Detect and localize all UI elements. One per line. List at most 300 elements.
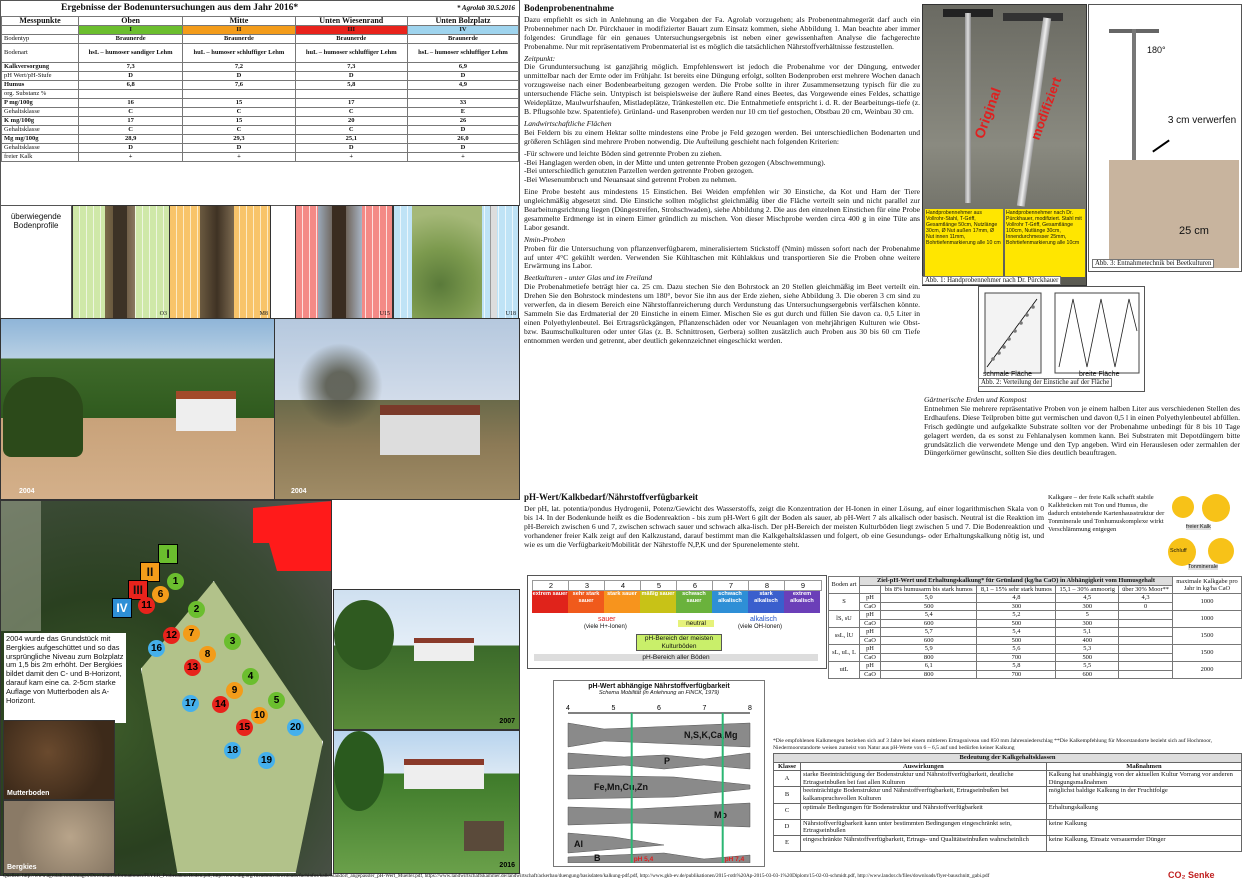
row-value: D [79, 144, 183, 153]
hum-col: bis 8% humusarm bis stark humos [881, 585, 977, 594]
marker-point-1: 1 [167, 573, 184, 590]
marker-point-12: 12 [163, 627, 180, 644]
naehr-diagram [553, 680, 765, 867]
kalk-value: 300 [1056, 619, 1119, 628]
footer-logo: CO₂ Senke [1168, 870, 1215, 880]
naehr-tick: 5 [611, 705, 616, 712]
kalk-unit: CaO [860, 636, 881, 645]
klassen-cell-k: E [774, 835, 801, 851]
row-value: 6,9 [407, 63, 518, 72]
label-modifiziert: modifiziert [1027, 75, 1065, 142]
klassen-h-mass: Maßnahmen [1046, 762, 1241, 771]
kalk-value [1119, 645, 1173, 654]
soil-row [2, 153, 519, 162]
ph-alle: pH-Bereich aller Böden [534, 654, 818, 661]
kalk-value: 300 [1056, 602, 1119, 611]
profile-tag: O3 [159, 311, 167, 317]
roman-II: II [183, 26, 295, 35]
row-value: Braunerde [79, 35, 183, 44]
kalk-value: 5,4 [881, 611, 977, 620]
ph-scale-cell: extrem alkalisch [784, 591, 820, 613]
row-value: 4,9 [407, 81, 518, 90]
kalk-row [829, 611, 1242, 620]
profile-tag: U15 [379, 311, 390, 317]
kalk-value: 800 [881, 670, 977, 679]
kalk-value: 5,4 [977, 628, 1056, 637]
row-label: freier Kalk [2, 153, 79, 162]
nmin-text: Proben für die Untersuchung von pflanzenverfügbarem, mineralisiertem Stickstoff (Nmin) müssen sofort nach der Probenahme auf unter 4°C gekühlt werden. Verwenden Sie Kühltaschen mit Kühlakkus und transportieren Sie die Proben ohne weitere Erwärmung ins Labor. [524, 243, 920, 271]
kalk-art: sL, uL, L [829, 645, 860, 662]
marker-roman-I: I [158, 544, 178, 564]
kalk-value: 0 [1119, 602, 1173, 611]
row-value: + [79, 153, 183, 162]
col-mitte: Mitte [183, 17, 295, 26]
kalk-value: 5,0 [881, 594, 977, 603]
row-value: C [183, 108, 295, 117]
klassen-row [774, 771, 1242, 787]
kalk-value: 500 [881, 602, 977, 611]
abb1-figure [922, 4, 1087, 286]
row-value: 15 [183, 117, 295, 126]
row-label: org. Substanz % [2, 90, 79, 99]
row-value: hsL – humoser schluffiger Lehm [407, 44, 518, 63]
row-value: E [407, 108, 518, 117]
roman-IV: IV [407, 26, 518, 35]
einstiche-text: Eine Probe besteht aus mindestens 15 Einstichen. Bei Weiden empfehlen wir 30 Einstiche, da Kot und Harn der Tiere ungleichmäßig abgesetzt sind. Die Einstiche sollten möglichst gleichmäßig über die Fläche verteilt sein und nicht parallel zur Bearbeitungsrichtung liegen (Düngestreifen, Strohschwaden), siehe Abbildung 2. Die aus den einzelnen Einstichen für eine Probe gesammelte Erdmenge ist in einem Eimer gründlich zu mischen. Von dieser Mischprobe werden circa 400 g in eine Tüte ans Labor gesandt. [524, 187, 920, 232]
ph-scale-number: 5 [640, 580, 678, 591]
ph-scale-cell: stark sauer [604, 591, 640, 613]
row-value: 25,1 [295, 135, 407, 144]
row-label: Mg mg/100g [2, 135, 79, 144]
marker-roman-III: III [128, 580, 148, 600]
soil-table-source: * Agrolab 30.5.2016 [456, 4, 515, 12]
klassen-cell-m: Kalkung hat unabhängig von der aktuellen Kultur Vorrang vor anderen Düngungsmaßnahmen [1046, 771, 1241, 787]
naehr-band-label: Mo [714, 810, 727, 820]
kalk-value: 5,8 [977, 662, 1056, 671]
row-value: D [407, 126, 518, 135]
kalk-max: 1500 [1173, 645, 1242, 662]
row-value: 16 [79, 99, 183, 108]
row-value: 29,3 [183, 135, 295, 144]
soil-results-panel [0, 0, 520, 206]
row-value: Braunerde [407, 35, 518, 44]
abb2-caption: Abb. 2: Verteilung der Einstiche auf der Fläche [978, 378, 1112, 387]
kalk-unit: pH [860, 662, 881, 671]
footer-sources: Quellen: http://www.agrolab.com/images/Download/Informationen/FLYER_ProbenahmeBoden.pdf, http://www.dlg.org/fileadmin/downloads/fachinfos/kalk/Standort_angepasster_pH-Wert_Mueller.pdf, https://www.landwirtschaftskammer.de/landwirtschaft/ackerbau/duengung/basisdaten/kalkung-pdf.pdf, http://www.gkb-ev.de/publikationen/2015-roth%20Ap-2015-03-03-1%20Diplom/15-02-03-schmidt.pdf, http://www.landor.ch/files/downloads/flyer-bauschnitt_gabi.pdf [3, 873, 990, 879]
photo-year: 2004 [19, 488, 35, 495]
abb3-caption: Abb. 3: Entnahmetechnik bei Beetkulturen [1092, 259, 1214, 268]
garten-section [924, 396, 1240, 458]
bullet-item: -Für schwere und leichte Böden sind getrennte Proben zu ziehen. [524, 148, 722, 158]
soil-row [2, 35, 519, 44]
marker-point-9: 9 [226, 682, 243, 699]
row-label: Gehaltsklasse [2, 144, 79, 153]
kalk-row [829, 645, 1242, 654]
ph-sauer-sub: (viele H+-Ionen) [584, 624, 627, 630]
klassen-cell-a: starke Beeinträchtigung der Bodenstruktur und Nährstoffverfügbarkeit, deutliche Ertragseinbußen bei fast allen Kulturen [801, 771, 1047, 787]
kalk-row [829, 628, 1242, 637]
row-value: 17 [295, 99, 407, 108]
ph-scale-bars [532, 580, 820, 616]
klassen-title: Bedeutung der Kalkgehaltsklassen [774, 754, 1242, 763]
kalk-value: 5,7 [881, 628, 977, 637]
kalk-max: 1500 [1173, 628, 1242, 645]
klassen-cell-m: Erhaltungskalkung [1046, 803, 1241, 819]
kalk-art: lS, sU [829, 611, 860, 628]
ph-scale-number: 4 [604, 580, 642, 591]
kalk-title: Ziel-pH-Wert und Erhaltungskalkung* für Grünland (kg/ha CaO) in Abhängigkeit vom Humusgehalt [860, 577, 1173, 586]
kalk-value [1119, 611, 1173, 620]
kalk-value: 300 [977, 602, 1056, 611]
photo-2004-construction [0, 318, 275, 500]
row-value [407, 90, 518, 99]
label-deg: 180° [1147, 45, 1166, 55]
kalk-value [1119, 619, 1173, 628]
kalk-value: 600 [881, 619, 977, 628]
row-value: huL – humoser schluffiger Lehm [183, 44, 295, 63]
soil-row [2, 108, 519, 117]
row-label: K mg/100g [2, 117, 79, 126]
kalkklassen-table [773, 753, 1242, 852]
kalk-bodenart-header: Boden art [829, 577, 860, 594]
klassen-row [774, 819, 1242, 835]
ph-meiste: pH-Bereich der meisten Kulturböden [636, 634, 722, 651]
klassen-cell-m: keine Kalkung [1046, 819, 1241, 835]
kalk-unit: CaO [860, 602, 881, 611]
row-value: 7,2 [183, 63, 295, 72]
bodenproben-intro: Dazu empfiehlt es sich in Anlehnung an die Vorgaben der Fa. Agrolab vorzugehen; als Probenentnahmegerät darf auch ein Probennehmer nach Dr. Pürckhauer in modifizierter Bauart zum Einsatz kommen, siehe Abbildung 1. Man beachte aber immer folgendes: Grundlage für ein genaues Untersuchungsergebnis ist neben einer gewissenhaften Analyse die fachgerechte Probenahme. Nur mit repräsentativem Probenmaterial ist es möglich die tatsächlichen Nährstoffverhältnisse festzustellen. [524, 14, 920, 51]
marker-roman-II: II [140, 562, 160, 582]
ph-title: pH-Wert/Kalkbedarf/Nährstoffverfügbarkeit [524, 492, 698, 502]
row-label: Gehaltsklasse [2, 108, 79, 117]
ph-scale-cell: schwach alkalisch [712, 591, 748, 613]
kalk-value: 5,9 [881, 645, 977, 654]
hum-col: 8,1 – 15% sehr stark humos [977, 585, 1056, 594]
naehr-subtitle: Schema Mobilität (in Anlehnung an FINCK, 1979) [598, 690, 720, 696]
naehr-band-label: N,S,K,Ca,Mg [684, 730, 738, 740]
ph-scale-cell: mäßig sauer [640, 591, 676, 613]
ph-scale-number: 7 [712, 580, 750, 591]
klassen-cell-a: beeinträchtigte Bodenstruktur und Nährstoffverfügbarkeit, Ertragseinbußen bei kalkanspruchsvollen Kulturen [801, 787, 1047, 803]
landw-text: Bei Feldern bis zu einem Hektar sollte mindestens eine Probe je Feld gezogen werden. Bei unterschiedlichen Bodenarten und größeren Schlägen sind mehrere Proben notwendig. Die Aufteilung geschieht nach folgenden Kriterien: [524, 127, 920, 146]
naehr-band-label: P [664, 756, 671, 766]
naehr-tick: 8 [748, 705, 752, 712]
row-label: Gehaltsklasse [2, 126, 79, 135]
col-unten-wiesenrand: Unten Wiesenrand [295, 17, 407, 26]
klassen-cell-a: Nährstoffverfügbarkeit kann unter bestimmten Bedingungen eingeschränkt sein, Ertragseinbußen [801, 819, 1047, 835]
ph-text: Der pH, lat. potentia/pondus Hydrogenii, Potenz/Gewicht des Wasserstoffs, zeigt die Konzentration der H-Ionen in einer Lösung, auf einer logarithmischen Skala von 0 bis 14. In der Bodenkunde heißt es die Bodenreaktion - bis zum pH-Wert 6 gilt der Boden als sauer, ab pH-Wert 7 als alkalisch oder basisch. Neutral ist die Reaktion im pH-Bereich zwischen 6 und 7, zwischen schwach sauer und schwach alka-lisch. Der pH-Bereich der meisten Kulturböden liegt zwischen 5 und 7. Die Bodenreaktion und vorhandener freier Kalk zeigt auf den Kalkzustand, darauf bestimmt man die Kalkgehaltsklassen und folgert, ob eine Gesundungs- oder Erhaltungskalkung nötig ist, und wie es um die Verfügbarkeit/Mobilität der Nährstoffe N,P,K und der Spurenelemente steht. [524, 503, 1044, 549]
naehr-tick: 6 [657, 705, 661, 712]
photo-bergkies [3, 800, 115, 874]
bullet-item: -Bei Hanglagen werden oben, in der Mitte und unten getrennte Proben gezogen (Abschwemmung). [524, 157, 826, 167]
soil-row [2, 126, 519, 135]
kalkgare-ton: Tonminerale [1188, 564, 1218, 570]
garten-text: Entnehmen Sie mehrere repräsentative Proben von je einem halben Liter aus verschiedenen Stellen des Erdhaufens. Diese Teilproben bitte gut vermischen und davon 0,5 l in einen Polyethylenbeutel abfüllen. Frisch gedüngte und aufgekalkte Substrate sollten vor der Probenahme unbedingt für 8 bis 10 Tage gelagert werden, da es sonst zu Fehlanalysen kommen kann. Bei Substraten mit Depotdüngern bitte grundsätzlich die verwendete Menge und den Typ angeben. Wird ein Herauslesen oder zermahlen der Düngerkörner gewünscht, sollten Sie dies deutlich beauftragen. [924, 403, 1240, 458]
kalk-unit: pH [860, 594, 881, 603]
klassen-cell-a: optimale Bedingungen für Bodenstruktur und Nährstoffverfügbarkeit [801, 803, 1047, 819]
roman-I: I [79, 26, 183, 35]
history-text: 2004 wurde das Grundstück mit Bergkies aufgeschüttet und so das ursprüngliche Niveau zum Bolzplatz um 1,5 bis 2m erhöht. Der Bergkies bildet damit den C- und B-Horizont, darauf kam eine ca. 2-5cm starke Auflage von Mutterboden als A-Horizont. [6, 634, 124, 705]
kalk-value: 5 [1056, 611, 1119, 620]
row-value: 17 [79, 117, 183, 126]
ph-section [524, 493, 1044, 549]
profile-tag: M8 [259, 311, 268, 317]
soil-table-title: Ergebnisse der Bodenuntersuchungen aus dem Jahr 2016* [61, 3, 299, 13]
profile-tag: U18 [505, 311, 516, 317]
marker-point-3: 3 [224, 633, 241, 650]
ph-scale-number: 6 [676, 580, 714, 591]
marker-point-15: 15 [236, 719, 253, 736]
row-value: Braunerde [295, 35, 407, 44]
kalk-value: 5,6 [977, 645, 1056, 654]
kalk-value: 5,5 [1056, 662, 1119, 671]
kalk-value: 5,2 [977, 611, 1056, 620]
soil-row [2, 117, 519, 126]
naehr-chart [554, 703, 764, 863]
kalkgare-diagram [1168, 494, 1242, 570]
row-value: 20 [295, 117, 407, 126]
kalk-row [829, 662, 1242, 671]
marker-point-13: 13 [184, 659, 201, 676]
abb3-figure [1088, 4, 1242, 272]
soil-row [2, 81, 519, 90]
kalk-value: 4,8 [977, 594, 1056, 603]
kalk-unit: CaO [860, 653, 881, 662]
kalk-value: 600 [1056, 670, 1119, 679]
klassen-row [774, 835, 1242, 851]
profile-photo-bolzplatz [393, 205, 519, 319]
spec-right: Handprobennehmer nach Dr. Pürckhauer, modifiziert. Stahl mit Vollrohr T-Griff, Gesamtlänge 100cm, Nutlänge 30cm, Innendurchmesser 25mm, Bohrtiefenmarkierung alle 10cm [1005, 209, 1085, 277]
ph-alkalisch: alkalisch [750, 616, 777, 623]
kalk-value [1119, 653, 1173, 662]
bullet-item: -Bei Wiesenumbruch und Neuansaat sind getrennt Proben zu nehmen. [524, 175, 737, 185]
row-value: 33 [407, 99, 518, 108]
row-label: P mg/100g [2, 99, 79, 108]
abb1-caption: Abb. 1: Handprobennehmer nach Dr. Pürckhauer [922, 276, 1061, 285]
soil-row [2, 90, 519, 99]
beet-text: Die Probenahmetiefe beträgt hier ca. 25 cm. Dazu stechen Sie den Bohrstock an 20 Stellen gleichmäßig im Beet verteilt ein. Drehen Sie den Bohrstock mindestens um 180°, bevor Sie ihn aus der Erde ziehen, siehe Abbildung 3. Die oberen 3 cm sind zu verwerfen, da in diesem Bereich eine Nährstoffanreicherung durch Verdunstung das Untersuchungsergebnis verfälschen könnte. Sammeln Sie das Erdmaterial der 20 Einstiche in einem Eimer. Mischen Sie es gut durch und füllen Sie davon ca. 0,5 Liter in einen Polyethylenbeutel. Bei Ertragsrückgängen, Pflanzenschäden oder vor Neuanlagen von mehrjährigen Kulturen wie Obst- bzw. Baumschulkulturen oder unter Glas (z. B. Schnittrosen, Gerbera) sollten zusätzlich auch Proben aus 30 bis 60 cm Tiefe entnommen werden und getrennt, aber deutlich gekennzeichnet eingeschickt werden. [524, 282, 920, 345]
naehr-marker-label: pH 5,4 [633, 856, 654, 863]
ph-scale-cell: sehr stark sauer [568, 591, 604, 613]
kalkgare-freier: freier Kalk [1186, 524, 1211, 530]
kalk-value: 700 [977, 670, 1056, 679]
ph-scale-cell: extrem sauer [532, 591, 568, 613]
landw-heading: Landwirtschaftliche Flächen [524, 118, 612, 128]
row-label: pH Wert/pH-Stufe [2, 72, 79, 81]
kalk-art: S [829, 594, 860, 611]
photo-label: Mutterboden [7, 790, 50, 797]
naehr-band-label: B [594, 853, 601, 863]
kalk-value: 400 [1056, 636, 1119, 645]
row-value: 7,3 [295, 63, 407, 72]
zeitpunkt-text: Die Grunduntersuchung ist ganzjährig möglich. Empfehlenswert ist jedoch die Probenahme vor der Düngung, entweder unmittelbar nach der Ernte oder im Frühjahr. Ist bereits eine Düngung erfolgt, sollten Bodenproben erst mehrere Wochen danach vorzugsweise nach einer Bodenbearbeitung gezogen werden. Die Probe sollte in ihrer Zusammensetzung typisch für die zu untersuchende Fläche sein. Untypisch ist beispielsweise der äußere Rand eines Beetes, das Vorgewende eines Feldes, schattige Weideplätze, Maulwurfshaufen, Mistladeplätze, Tränkestellen etc. Die Entnahmetiefe entspricht i. d. R. der Bearbeitungs-tiefe (z. B. Pflugsohle bzw. Spatentiefe). Grünland- und Rasenproben werden nur 10 cm tief gestochen, Obstbau 20 cm, Weinbau 30 cm. [524, 62, 920, 116]
marker-point-11: 11 [138, 597, 155, 614]
row-value: C [295, 126, 407, 135]
marker-point-17: 17 [182, 695, 199, 712]
klassen-cell-k: D [774, 819, 801, 835]
kalk-value: 500 [1056, 653, 1119, 662]
row-value: D [79, 72, 183, 81]
naehr-tick: 4 [566, 705, 570, 712]
soil-row [2, 44, 519, 63]
bodenproben-title: Bodenprobenentnahme [524, 3, 614, 13]
col-unten-bolzplatz: Unten Bolzplatz [407, 17, 518, 26]
klassen-cell-m: keine Kalkung, Einsatz versauernder Dünger [1046, 835, 1241, 851]
photo-year: 2004 [291, 488, 307, 495]
row-value: D [295, 72, 407, 81]
marker-point-7: 7 [183, 625, 200, 642]
klassen-cell-a: eingeschränkte Nährstoffverfügbarkeit, Ertrags- und Qualitätseinbußen wahrscheinlich [801, 835, 1047, 851]
photo-label: Bergkies [7, 864, 37, 871]
photo-mutterboden [3, 720, 115, 800]
soil-row [2, 99, 519, 108]
zeitpunkt-heading: Zeitpunkt: [524, 53, 556, 63]
naehr-title: pH-Wert abhängige Nährstoffverfügbarkeit [588, 683, 730, 690]
photo-2007 [333, 589, 520, 730]
profile-photo-mitte [169, 205, 271, 319]
row-value: huL – humoser schluffiger Lehm [295, 44, 407, 63]
label-schmale: schmale Fläche [983, 371, 1033, 378]
ph-alk-sub: (viele OH-Ionen) [738, 624, 783, 630]
kalk-unit: pH [860, 645, 881, 654]
bullet-item: -Bei unterschiedlich genutzten Parzellen werden getrennte Proben gezogen. [524, 166, 754, 176]
kalk-unit: pH [860, 611, 881, 620]
marker-point-20: 20 [287, 719, 304, 736]
row-label: Bodentyp [2, 35, 79, 44]
kalk-unit: CaO [860, 670, 881, 679]
row-label: Humus [2, 81, 79, 90]
row-value: C [295, 108, 407, 117]
row-value: D [407, 144, 518, 153]
row-value: 7,6 [183, 81, 295, 90]
kalk-value: 6,1 [881, 662, 977, 671]
klassen-row [774, 803, 1242, 819]
beet-heading: Beetkulturen - unter Glas und im Freiland [524, 273, 653, 283]
photo-year: 2016 [499, 862, 515, 869]
row-label: Kalkversorgung [2, 63, 79, 72]
soil-row [2, 72, 519, 81]
kalk-max-header: maximale Kalkgabe pro Jahr in kg/ha CaO [1173, 577, 1242, 594]
row-value: hsL – humoser sandiger Lehm [79, 44, 183, 63]
ph-scale-number: 3 [568, 580, 606, 591]
profile-label-box [0, 205, 72, 319]
naehr-marker-label: pH 7,4 [724, 856, 745, 863]
label-original: Original [970, 85, 1005, 141]
kalkgare-schluff: Schluff [1170, 548, 1187, 554]
garten-heading: Gärtnerische Erden und Kompost [924, 395, 1027, 404]
abb2-figure [978, 286, 1145, 392]
kalk-value: 5,3 [1056, 645, 1119, 654]
klassen-cell-k: A [774, 771, 801, 787]
soil-row [2, 63, 519, 72]
kalkgare-section [1046, 492, 1242, 574]
row-value: Braunerde [183, 35, 295, 44]
nmin-heading: Nmin-Proben [524, 234, 566, 244]
ph-scale-cell: stark alkalisch [748, 591, 784, 613]
naehr-band-label: Al [574, 839, 583, 849]
row-label: Bodenart [2, 44, 79, 63]
kalkbedarf-table [828, 576, 1242, 679]
hum-col: über 30% Moor** [1119, 585, 1173, 594]
row-value: + [295, 153, 407, 162]
row-value: C [79, 108, 183, 117]
label-breite: breite Fläche [1079, 371, 1120, 378]
roman-III: III [295, 26, 407, 35]
hum-col: 15,1 – 30% anmoorig [1056, 585, 1119, 594]
marker-point-4: 4 [242, 668, 259, 685]
row-value: + [407, 153, 518, 162]
marker-point-8: 8 [199, 646, 216, 663]
ph-scale-number: 2 [532, 580, 570, 591]
klassen-h-klasse: Klasse [774, 762, 801, 771]
row-value [79, 90, 183, 99]
ph-scale-cell: schwach sauer [676, 591, 712, 613]
row-value: C [79, 126, 183, 135]
label-verwerfen: 3 cm verwerfen [1167, 115, 1237, 126]
row-value: 7,3 [79, 63, 183, 72]
kalk-value [1119, 670, 1173, 679]
kalk-value: 600 [881, 636, 977, 645]
kalk-max: 1000 [1173, 594, 1242, 611]
row-value: D [295, 144, 407, 153]
row-value: 26 [407, 117, 518, 126]
marker-point-16: 16 [148, 640, 165, 657]
profile-photo-oben [72, 205, 170, 319]
row-value: 26,0 [407, 135, 518, 144]
marker-point-14: 14 [212, 696, 229, 713]
naehr-tick: 7 [702, 705, 707, 712]
kalk-value: 500 [977, 619, 1056, 628]
marker-roman-IV: IV [112, 598, 132, 618]
kalk-value: 800 [881, 653, 977, 662]
kalk-value [1119, 636, 1173, 645]
soil-results-table [1, 16, 519, 162]
kalk-footnote: *Die empfohlenen Kalkmengen beziehen sich auf 3 Jahre bei einem mittleren Ertragsniveau und 850 mm Jahresniederschlag **Die Kalkempfehlung für Moorstandorte bezieht sich auf Hochmoor, Niedermoorstandorte weisen zumeist von Natur aus pH-Werte von 6 – 6,5 auf und bedürfen keiner Kalkung [773, 738, 1213, 751]
row-value: D [407, 72, 518, 81]
row-value: 6,8 [79, 81, 183, 90]
ph-scale-number: 8 [748, 580, 786, 591]
bodenproben-section [524, 4, 920, 490]
klassen-row [774, 787, 1242, 803]
ph-scale-number: 9 [784, 580, 822, 591]
kalk-unit: CaO [860, 619, 881, 628]
klassen-cell-k: B [774, 787, 801, 803]
soil-row [2, 135, 519, 144]
marker-point-6: 6 [152, 586, 169, 603]
kalk-unit: pH [860, 628, 881, 637]
kalkgare-text: Kalkgare – der freie Kalk schafft stabile Kalkbrücken mit Ton und Humus, die dadurch entstehende Kartenhausstruktur der Tonminerale und Tonhumuskomplexe wirkt Verschlämmung entgegen [1048, 494, 1165, 533]
soil-row [2, 144, 519, 153]
klassen-cell-k: C [774, 803, 801, 819]
naehr-band-label: Fe,Mn,Cu,Zn [594, 782, 648, 792]
kalk-value: 4,3 [1119, 594, 1173, 603]
ph-sauer: sauer [598, 616, 616, 623]
profile-label: überwiegende Bodenprofile [10, 212, 62, 230]
marker-point-5: 5 [268, 692, 285, 709]
kalk-value [1119, 662, 1173, 671]
photo-2016 [333, 730, 520, 874]
row-value: C [183, 126, 295, 135]
kalk-value: 5,1 [1056, 628, 1119, 637]
row-value: 5,8 [295, 81, 407, 90]
label-depth: 25 cm [1179, 225, 1209, 237]
row-value [295, 90, 407, 99]
history-note [4, 633, 126, 723]
kalk-value: 700 [977, 653, 1056, 662]
kalk-max: 2000 [1173, 662, 1242, 679]
klassen-cell-m: möglichst baldige Kalkung in der Fruchtfolge [1046, 787, 1241, 803]
ph-scale [527, 575, 827, 669]
